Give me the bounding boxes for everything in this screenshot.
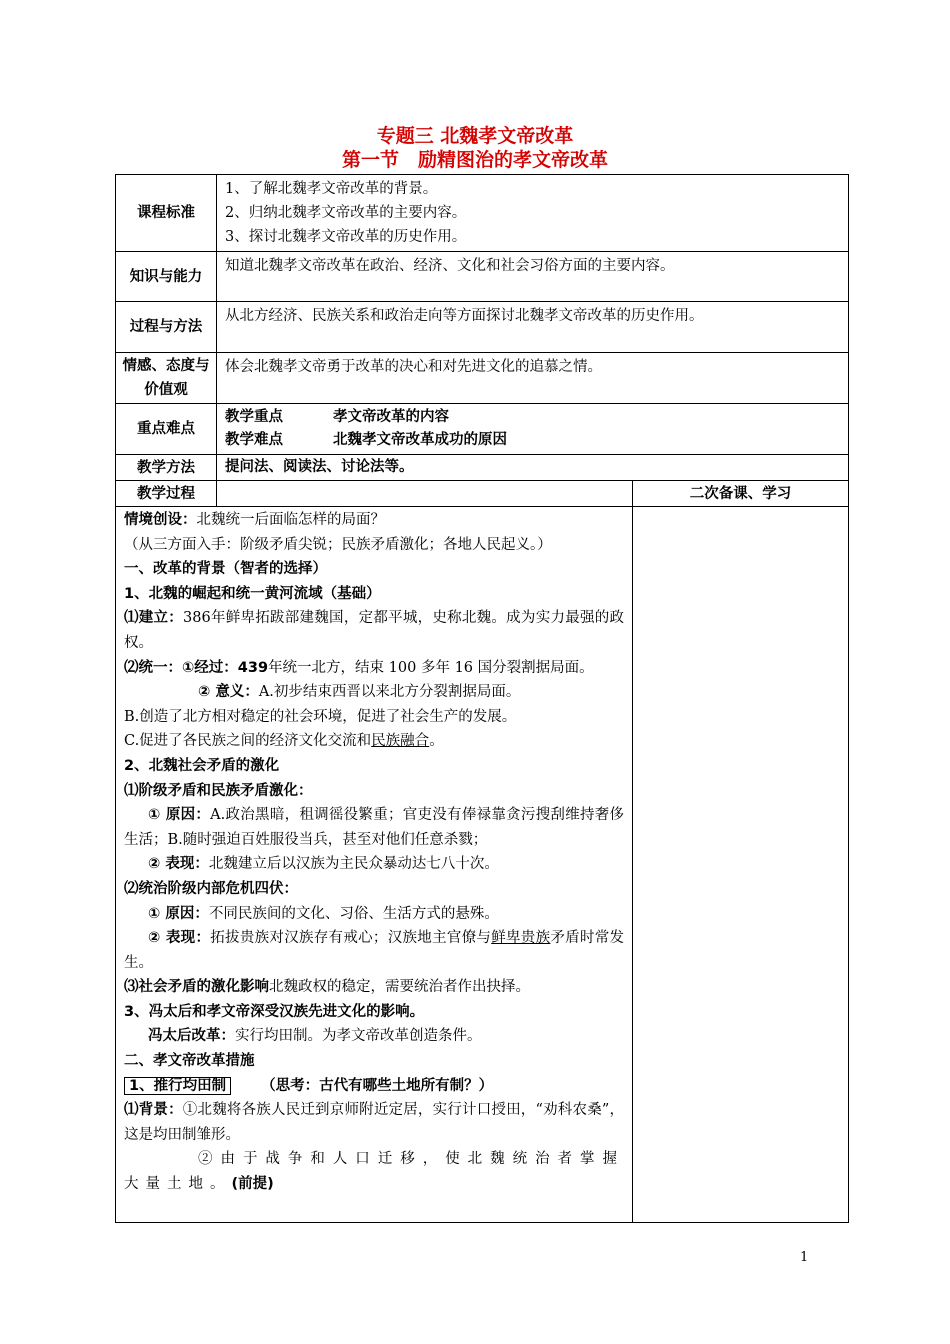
side-notes-area xyxy=(633,507,849,1223)
row-knowledge xyxy=(116,252,849,302)
label-keypoints: 重点难点 xyxy=(116,404,217,455)
text-run: ⑴背景： xyxy=(124,1102,183,1119)
page-title: 专题三 北魏孝文帝改革 xyxy=(376,125,574,147)
text-line: B.创造了北方相对稳定的社会环境，促进了社会生产的发展。 xyxy=(124,708,517,725)
text-run: ② 表现： xyxy=(148,930,211,947)
row-keypoints xyxy=(116,404,849,455)
text-run: 冯太后改革： xyxy=(148,1028,235,1045)
text-line: ⑴阶级矛盾和民族矛盾激化： xyxy=(124,782,313,799)
row-standard xyxy=(116,175,849,252)
text-run: 439 xyxy=(237,659,269,676)
section-heading: 一、改革的背景（智者的选择） xyxy=(124,561,327,578)
subsection-heading: 1、北魏的崛起和统一黄河流域（基础） xyxy=(124,585,381,602)
text-run: ② 表现： xyxy=(148,856,209,873)
standard-item: 3、探讨北魏孝文帝改革的历史作用。 xyxy=(225,229,467,245)
difficulty-text: 北魏孝文帝改革成功的原因 xyxy=(333,432,507,448)
text-run: 鲜卑贵族 xyxy=(491,930,551,947)
text-run: 情境创设： xyxy=(124,512,197,528)
text-run: 北魏建立后以汉族为主民众暴动达七八十次。 xyxy=(208,856,499,873)
subsection-heading: 2、北魏社会矛盾的激化 xyxy=(124,757,280,774)
knowledge-text: 知道北魏孝文帝改革在政治、经济、文化和社会习俗方面的主要内容。 xyxy=(217,252,849,302)
text-run: 北魏政权的稳定，需要统治者作出抉择。 xyxy=(269,979,530,996)
lesson-plan-table xyxy=(115,174,849,1223)
row-emotion xyxy=(116,353,849,404)
standard-item: 2、归纳北魏孝文帝改革的主要内容。 xyxy=(225,205,467,221)
text-run: A.政治黑暗，租调徭役繁重；官吏没有俸禄靠贪污搜刮维持奢侈生活；B.随时强迫百姓服役当兵，甚至对他们任意杀戮； xyxy=(124,807,625,848)
label-emotion: 情感、态度与价值观 xyxy=(116,353,217,404)
row-process-header xyxy=(116,481,849,507)
text-run: ⑶社会矛盾的激化影响 xyxy=(124,979,269,996)
text-line: ⑵统治阶级内部危机四伏： xyxy=(124,880,298,897)
text-run: 386年鲜卑拓跋部建魏国，定都平城，史称北魏。成为实力最强的政权。 xyxy=(124,610,624,651)
text-run: C.促进了各民族之间的经济文化交流和 xyxy=(124,733,372,750)
difficulty-label: 教学难点 xyxy=(225,432,283,448)
text-run: 拓拔贵族对汉族存有戒心；汉族地主官僚与 xyxy=(210,930,492,947)
standard-item: 1、了解北魏孝文帝改革的背景。 xyxy=(225,181,438,197)
text-run: ②由于战争和人口迁移，使北魏统治者掌握大量土地。 xyxy=(124,1151,624,1193)
label-process: 过程与方法 xyxy=(116,302,217,353)
label-method: 教学方法 xyxy=(116,455,217,481)
method-text: 提问法、阅读法、讨论法等。 xyxy=(217,455,849,481)
text-run: 不同民族间的文化、习俗、生活方式的悬殊。 xyxy=(208,905,499,922)
process-content xyxy=(116,507,633,1223)
text-run: ⑴建立： xyxy=(124,610,184,627)
text-run: A.初步结束西晋以来北方分裂割据局面。 xyxy=(258,684,521,701)
text-run: ① 原因： xyxy=(148,905,209,922)
process-text: 从北方经济、民族关系和政治走向等方面探讨北魏孝文帝改革的历史作用。 xyxy=(217,302,849,353)
section-heading: 二、孝文帝改革措施 xyxy=(124,1053,255,1070)
side-notes-header: 二次备课、学习 xyxy=(633,481,849,507)
label-teaching-process: 教学过程 xyxy=(116,481,217,507)
text-run: （思考：古代有哪些土地所有制？） xyxy=(261,1077,494,1094)
key-label: 教学重点 xyxy=(225,409,283,425)
emotion-text: 体会北魏孝文帝勇于改革的决心和对先进文化的追慕之情。 xyxy=(217,353,849,404)
text-run: 年统一北方，结束 100 多年 16 国分裂割据局面。 xyxy=(268,659,594,676)
page-subtitle: 第一节 励精图治的孝文帝改革 xyxy=(341,149,608,171)
text-run: ② 意义： xyxy=(198,684,259,701)
row-process-body xyxy=(116,507,849,1223)
text-run: ① 原因： xyxy=(148,807,211,824)
text-run: 。 xyxy=(429,733,444,750)
text-run: 矛盾时常发生。 xyxy=(124,930,625,971)
text-run: (前提) xyxy=(231,1176,274,1193)
text-run: 北魏统一后面临怎样的局面？ xyxy=(196,512,385,528)
text-line: （从三方面入手：阶级矛盾尖锐；民族矛盾激化；各地人民起义。） xyxy=(124,536,552,553)
text-run: ①北魏将各族人民迁到京师附近定居，实行计口授田，“劝科农桑”，这是均田制雏形。 xyxy=(124,1102,625,1143)
page-number: 1 xyxy=(800,1250,809,1265)
text-run: 民族融合 xyxy=(371,733,430,750)
row-process xyxy=(116,302,849,353)
key-text: 孝文帝改革的内容 xyxy=(333,409,449,425)
label-knowledge: 知识与能力 xyxy=(116,252,217,302)
text-run: ⑵统一：①经过： xyxy=(124,659,238,676)
subsection-heading: 3、冯太后和孝文帝深受汉族先进文化的影响。 xyxy=(124,1003,425,1020)
label-standard: 课程标准 xyxy=(116,175,217,252)
row-method xyxy=(116,455,849,481)
text-run: 实行均田制。为孝文帝改革创造条件。 xyxy=(235,1028,482,1045)
boxed-heading: 1、推行均田制 xyxy=(124,1077,231,1095)
